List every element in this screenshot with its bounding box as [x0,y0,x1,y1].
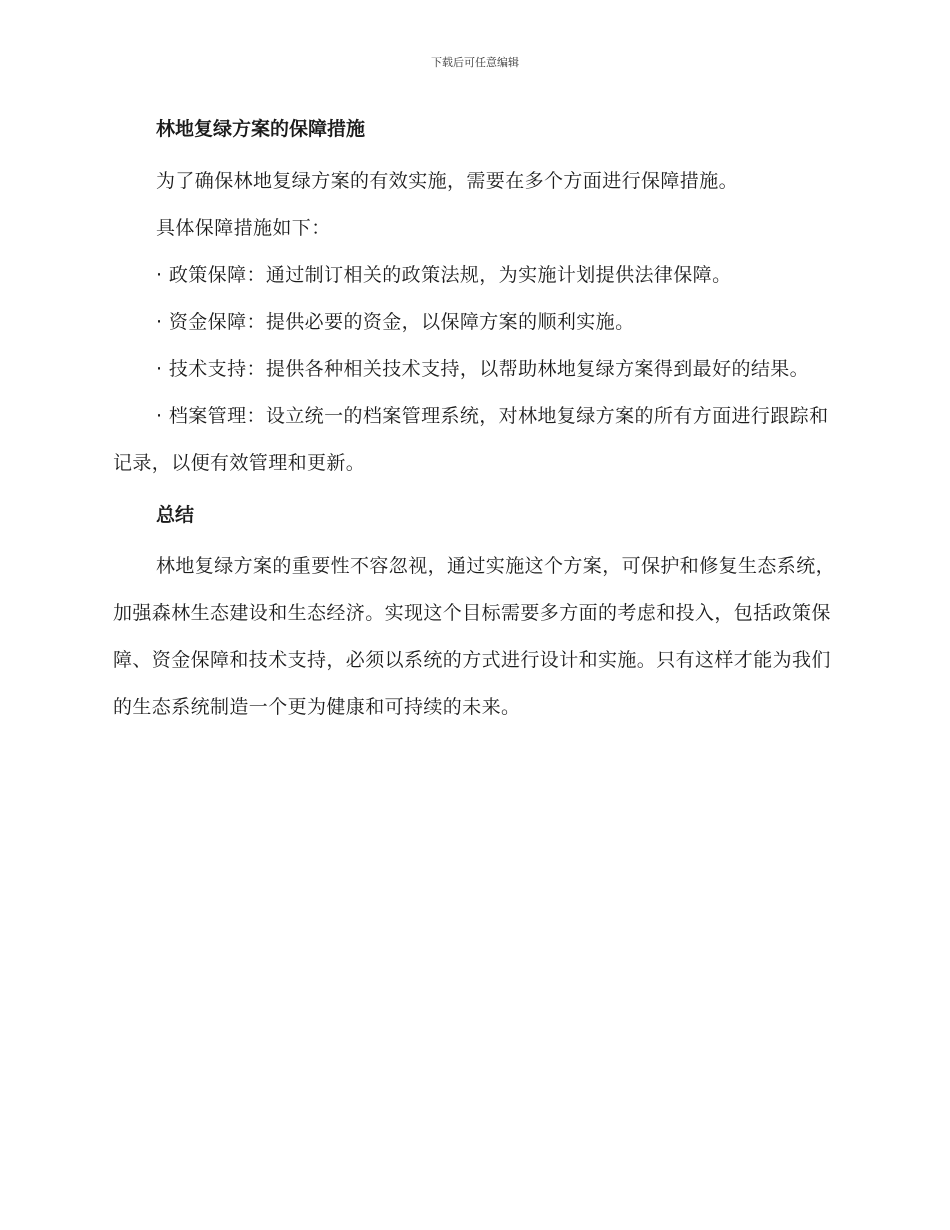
section-title-summary: 总结 [156,504,195,526]
paragraph-summary: 林地复绿方案的重要性不容忽视，通过实施这个方案，可保护和修复生态系统，加强森林生态建设和生态经济。实现这个目标需要多方面的考虑和投入，包括政策保障、资金保障和技术支持，必须以系统的方式进行设计和实施。只有这样才能为我们的生态系统制造一个更为健康和可持续的未来。 [113,555,836,718]
bullet-records: · 档案管理：设立统一的档案管理系统，对林地复绿方案的所有方面进行跟踪和记录，以便有效管理和更新。 [113,405,829,474]
section-title-guarantee: 林地复绿方案的保障措施 [156,118,366,140]
bullet-technical: · 技术支持：提供各种相关技术支持，以帮助林地复绿方案得到最好的结果。 [156,358,810,380]
page-header-note: 下载后可任意编辑 [431,56,519,69]
bullet-funding: · 资金保障：提供必要的资金，以保障方案的顺利实施。 [156,311,635,333]
bullet-policy: · 政策保障：通过制订相关的政策法规，为实施计划提供法律保障。 [156,264,732,286]
document-body [113,110,837,731]
paragraph-intro: 为了确保林地复绿方案的有效实施，需要在多个方面进行保障措施。 [156,170,739,192]
paragraph-lead: 具体保障措施如下： [156,217,331,239]
